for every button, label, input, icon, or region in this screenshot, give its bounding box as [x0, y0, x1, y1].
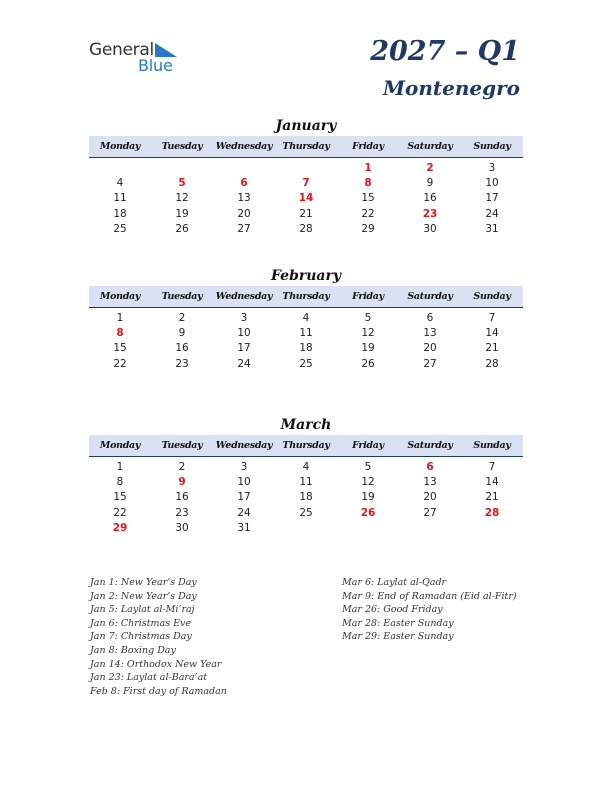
month-name: January — [275, 118, 337, 134]
date-cell: 12 — [361, 327, 375, 340]
month-calendar-march — [89, 415, 523, 536]
holiday-entry: Mar 26: Good Friday — [342, 604, 443, 616]
holiday-date-cell: 8 — [364, 177, 372, 190]
date-cell: 3 — [240, 312, 248, 324]
date-cell: 15 — [113, 342, 127, 355]
date-cell: 17 — [237, 491, 251, 504]
date-cell: 25 — [299, 357, 313, 370]
date-cell: 19 — [361, 491, 375, 504]
date-cell: 30 — [423, 222, 437, 235]
date-cell — [275, 161, 337, 176]
weekday-header: Saturday — [407, 141, 453, 152]
holiday-entry: Jan 7: Christmas Day — [90, 631, 192, 643]
date-cell: 17 — [485, 192, 499, 205]
holiday-entry: Jan 5: Laylat al-Mi’raj — [90, 604, 195, 616]
date-cell: 4 — [302, 312, 310, 324]
weekday-header: Friday — [352, 291, 384, 302]
date-cell: 27 — [237, 222, 251, 235]
month-calendar-january — [89, 116, 523, 237]
date-cell: 19 — [175, 207, 189, 220]
weekday-header: Friday — [352, 440, 384, 451]
date-cell: 25 — [113, 222, 127, 235]
date-cell: 21 — [299, 207, 313, 220]
holiday-entry: Jan 6: Christmas Eve — [90, 617, 192, 629]
date-cell: 3 — [240, 461, 248, 473]
holiday-list-right — [342, 576, 517, 644]
date-cell: 10 — [237, 476, 251, 489]
week-row — [89, 207, 523, 222]
date-cell: 16 — [175, 342, 189, 355]
date-cell: 20 — [423, 342, 437, 355]
holiday-date-cell: 14 — [298, 192, 314, 205]
date-cell: 9 — [426, 177, 434, 190]
date-cell: 12 — [175, 192, 189, 205]
holiday-entry: Jan 8: Boxing Day — [90, 644, 176, 656]
weekday-header: Wednesday — [215, 141, 273, 152]
country-title: Montenegro — [382, 76, 520, 100]
date-cell: 2 — [178, 461, 186, 473]
date-cell: 10 — [485, 177, 499, 190]
weekday-header: Monday — [99, 291, 141, 302]
date-cell: 28 — [485, 357, 499, 370]
date-cell — [275, 521, 337, 536]
holiday-date-cell: 26 — [360, 506, 376, 519]
date-cell — [399, 521, 461, 536]
holiday-entry: Jan 23: Laylat al-Bara’at — [90, 672, 208, 684]
week-row — [89, 460, 523, 475]
date-cell: 21 — [485, 491, 499, 504]
holiday-entry: Jan 1: New Year’s Day — [90, 577, 197, 588]
date-cell: 3 — [488, 162, 496, 174]
month-name: March — [280, 417, 332, 433]
weekday-header: Thursday — [282, 141, 330, 152]
weekday-header: Sunday — [473, 291, 511, 302]
date-cell: 31 — [485, 222, 499, 235]
logo-text-general: General — [89, 40, 154, 60]
holiday-list-left — [90, 576, 227, 698]
month-calendar-february — [89, 266, 523, 372]
week-row — [89, 311, 523, 326]
date-cell: 14 — [485, 476, 499, 489]
date-cell: 1 — [116, 312, 124, 324]
date-cell: 7 — [488, 312, 496, 324]
date-cell: 16 — [175, 491, 189, 504]
week-row — [89, 191, 523, 206]
holiday-date-cell: 28 — [484, 506, 500, 519]
weekday-header: Friday — [352, 141, 384, 152]
logo-flag-icon — [155, 43, 177, 57]
holiday-entry: Jan 14: Orthodox New Year — [90, 658, 222, 670]
date-cell: 17 — [237, 342, 251, 355]
date-cell: 23 — [175, 357, 189, 370]
week-row — [89, 506, 523, 521]
date-cell — [151, 161, 213, 176]
weekday-header: Saturday — [407, 291, 453, 302]
date-cell: 14 — [485, 327, 499, 340]
week-row — [89, 357, 523, 372]
week-row — [89, 222, 523, 237]
date-cell: 5 — [364, 312, 372, 324]
weekday-header: Wednesday — [215, 440, 273, 451]
date-cell: 24 — [237, 506, 251, 519]
week-row — [89, 490, 523, 505]
weekday-header: Monday — [99, 440, 141, 451]
holiday-entry: Jan 2: New Year’s Day — [90, 590, 197, 602]
date-cell: 12 — [361, 476, 375, 489]
date-cell: 6 — [426, 312, 434, 324]
date-cell: 30 — [175, 521, 189, 534]
date-cell: 1 — [116, 461, 124, 473]
weekday-header: Saturday — [407, 440, 453, 451]
date-cell: 15 — [113, 491, 127, 504]
date-cell: 9 — [178, 327, 186, 340]
week-row — [89, 161, 523, 176]
date-cell: 13 — [423, 476, 437, 489]
week-row — [89, 326, 523, 341]
holiday-date-cell: 29 — [112, 521, 128, 534]
date-cell: 10 — [237, 327, 251, 340]
weekday-header-row — [89, 435, 523, 457]
page-title: 2027 – Q1 — [370, 36, 520, 67]
date-cell: 24 — [485, 207, 499, 220]
weekday-header: Tuesday — [161, 141, 203, 152]
holiday-date-cell: 9 — [178, 476, 186, 489]
weekday-header: Monday — [99, 141, 141, 152]
date-cell: 24 — [237, 357, 251, 370]
date-cell: 13 — [423, 327, 437, 340]
date-cell: 5 — [364, 461, 372, 473]
date-cell: 22 — [113, 357, 127, 370]
date-cell — [213, 161, 275, 176]
date-cell: 25 — [299, 506, 313, 519]
holiday-entry: Mar 28: Easter Sunday — [342, 617, 454, 629]
date-cell: 11 — [113, 192, 127, 205]
date-cell — [337, 521, 399, 536]
date-cell: 16 — [423, 192, 437, 205]
holiday-date-cell: 8 — [116, 327, 124, 340]
generalblue-logo — [89, 38, 189, 78]
date-cell — [461, 521, 523, 536]
date-cell: 13 — [237, 192, 251, 205]
date-cell: 29 — [361, 222, 375, 235]
month-name: February — [270, 268, 341, 284]
date-cell: 23 — [175, 506, 189, 519]
date-cell: 2 — [178, 312, 186, 324]
weekday-header: Tuesday — [161, 291, 203, 302]
date-cell: 27 — [423, 357, 437, 370]
date-cell: 28 — [299, 222, 313, 235]
weekday-header: Tuesday — [161, 440, 203, 451]
holiday-entry: Mar 29: Easter Sunday — [342, 631, 454, 643]
date-cell: 20 — [237, 207, 251, 220]
weekday-header-row — [89, 286, 523, 308]
holiday-entry: Feb 8: First day of Ramadan — [90, 685, 227, 697]
date-cell: 31 — [237, 521, 251, 534]
holiday-date-cell: 7 — [302, 177, 310, 190]
date-cell: 22 — [361, 207, 375, 220]
date-cell: 18 — [299, 491, 313, 504]
date-cell: 18 — [113, 207, 127, 220]
weekday-header: Wednesday — [215, 291, 273, 302]
weekday-header: Sunday — [473, 141, 511, 152]
logo-text-blue: Blue — [138, 56, 173, 75]
weekday-header-row — [89, 136, 523, 158]
weekday-header: Thursday — [282, 440, 330, 451]
date-cell: 11 — [299, 476, 313, 489]
date-cell: 26 — [175, 222, 189, 235]
week-row — [89, 521, 523, 536]
date-cell — [89, 161, 151, 176]
week-row — [89, 341, 523, 356]
holiday-date-cell: 23 — [422, 207, 438, 220]
date-cell: 18 — [299, 342, 313, 355]
holiday-entry: Mar 6: Laylat al-Qadr — [342, 577, 447, 588]
week-row — [89, 475, 523, 490]
holiday-date-cell: 2 — [426, 162, 434, 174]
holiday-entry: Mar 9: End of Ramadan (Eid al-Fitr) — [342, 590, 517, 602]
date-cell: 22 — [113, 506, 127, 519]
week-row — [89, 176, 523, 191]
date-cell: 11 — [299, 327, 313, 340]
holiday-date-cell: 5 — [178, 177, 186, 190]
weekday-header: Sunday — [473, 440, 511, 451]
date-cell: 21 — [485, 342, 499, 355]
date-cell: 20 — [423, 491, 437, 504]
date-cell: 27 — [423, 506, 437, 519]
date-cell: 4 — [302, 461, 310, 473]
date-cell: 8 — [116, 476, 124, 489]
date-cell: 4 — [116, 177, 124, 190]
date-cell: 7 — [488, 461, 496, 473]
holiday-date-cell: 6 — [240, 177, 248, 190]
weekday-header: Thursday — [282, 291, 330, 302]
holiday-date-cell: 1 — [364, 162, 372, 174]
holiday-date-cell: 6 — [426, 461, 434, 473]
date-cell: 26 — [361, 357, 375, 370]
date-cell: 19 — [361, 342, 375, 355]
date-cell: 15 — [361, 192, 375, 205]
